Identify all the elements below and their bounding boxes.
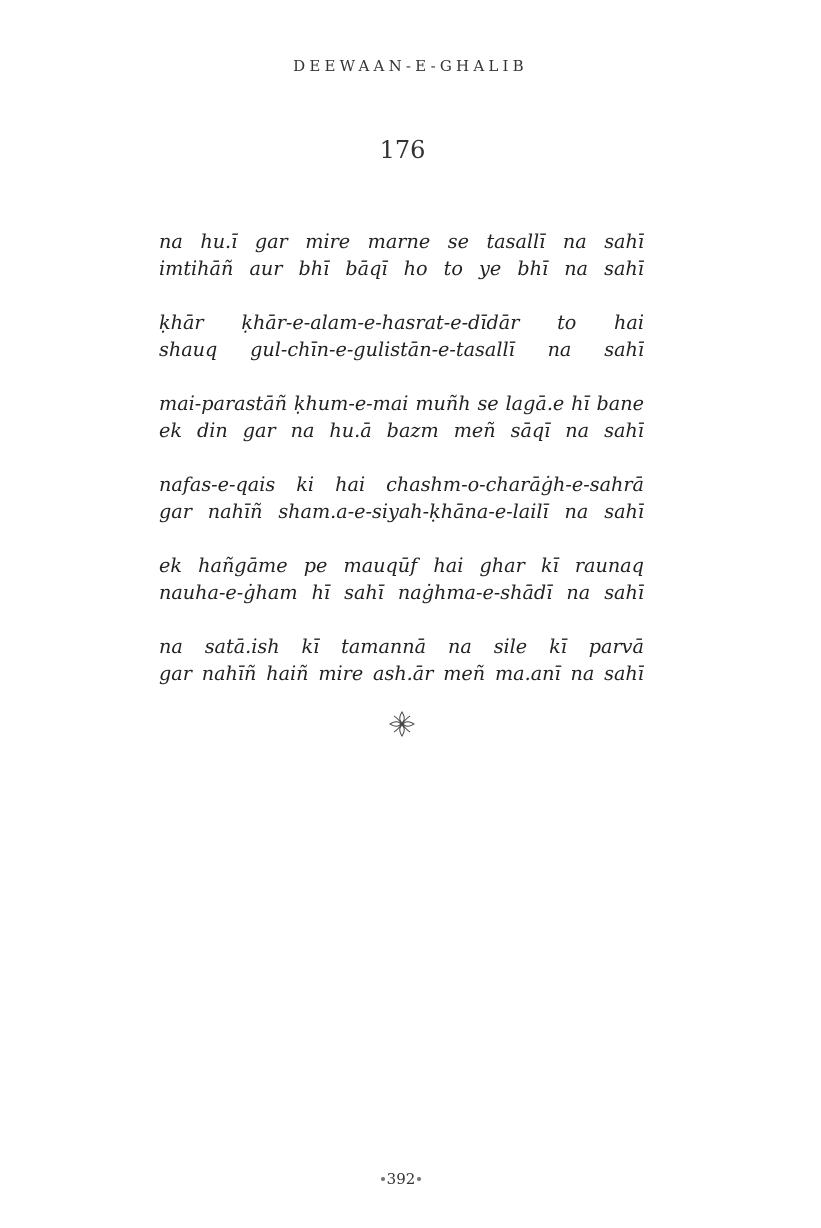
verse-word: kī — [301, 635, 320, 658]
verse-word: sahī — [604, 581, 644, 604]
verse-word: hai — [335, 473, 366, 496]
verse-word: mai-parastāñ — [159, 392, 287, 415]
poem-body — [159, 228, 644, 714]
verse-word: ye — [479, 257, 502, 280]
verse-word: na — [570, 662, 595, 685]
folio-number: 392 — [386, 1170, 416, 1188]
verse-word: gar — [159, 662, 192, 685]
poem-number: 176 — [379, 136, 426, 164]
couplet — [159, 228, 644, 282]
verse-line — [159, 390, 644, 417]
verse-word: na — [290, 419, 315, 442]
verse-word: sahī — [604, 230, 644, 253]
verse-word: tamannā — [341, 635, 427, 658]
verse-word: na — [447, 635, 472, 658]
verse-word: tasallī — [486, 230, 546, 253]
page-number — [0, 1170, 802, 1188]
verse-word: marne — [367, 230, 431, 253]
verse-line — [159, 255, 644, 282]
verse-word: gul-chīn-e-gulistān-e-tasallī — [250, 338, 515, 361]
verse-word: bhī — [298, 257, 330, 280]
verse-word: to — [557, 311, 577, 334]
verse-line — [159, 633, 644, 660]
verse-word: ho — [403, 257, 428, 280]
verse-line — [159, 552, 644, 579]
verse-word: raunaq — [574, 554, 644, 577]
folio-dot-left — [381, 1177, 385, 1181]
verse-line — [159, 498, 644, 525]
verse-word: chashm-o-charāġh-e-sahrā — [386, 473, 644, 496]
verse-word: ek — [159, 554, 182, 577]
verse-word: shauq — [159, 338, 218, 361]
verse-word: parvā — [588, 635, 644, 658]
verse-word: hī — [571, 392, 590, 415]
verse-word: ki — [296, 473, 315, 496]
verse-word: satā.ish — [204, 635, 280, 658]
verse-word: mire — [305, 230, 351, 253]
verse-word: sāqī — [510, 419, 551, 442]
verse-word: ḳhār-e-alam-e-hasrat-e-dīdār — [241, 311, 520, 334]
verse-word: sile — [493, 635, 528, 658]
folio-dot-right — [417, 1177, 421, 1181]
verse-word: nahīñ — [201, 662, 257, 685]
verse-word: sahī — [604, 662, 644, 685]
verse-line — [159, 309, 644, 336]
verse-word: ma.anī — [494, 662, 561, 685]
couplet — [159, 633, 644, 687]
verse-word: na — [159, 635, 183, 658]
verse-word: hī — [311, 581, 331, 604]
verse-word: sahī — [604, 257, 644, 280]
verse-word: ek — [159, 419, 182, 442]
verse-word: pe — [303, 554, 328, 577]
verse-line — [159, 579, 644, 606]
verse-word: sahī — [604, 338, 644, 361]
verse-word: bane — [596, 392, 644, 415]
verse-line — [159, 336, 644, 363]
verse-word: se — [477, 392, 499, 415]
verse-word: na — [547, 338, 572, 361]
verse-word: gar — [254, 230, 288, 253]
verse-word: to — [443, 257, 463, 280]
verse-word: sahī — [604, 500, 644, 523]
verse-word: aur — [249, 257, 283, 280]
running-head: DEEWAAN-E-GHALIB — [293, 57, 528, 75]
verse-line — [159, 417, 644, 444]
verse-word: meñ — [453, 419, 496, 442]
verse-word: sham.a-e-siyah-ḳhāna-e-lailī — [278, 500, 549, 523]
couplet — [159, 552, 644, 606]
verse-word: din — [196, 419, 228, 442]
verse-word: na — [159, 230, 183, 253]
verse-word: muñh — [415, 392, 471, 415]
couplet — [159, 390, 644, 444]
verse-word: imtihāñ — [159, 257, 234, 280]
verse-word: na — [566, 581, 591, 604]
verse-word: haiñ — [266, 662, 309, 685]
verse-word: hañgāme — [198, 554, 288, 577]
verse-word: kī — [549, 635, 567, 658]
verse-word: mire — [318, 662, 364, 685]
verse-word: gar — [242, 419, 276, 442]
verse-word: ash.ār — [373, 662, 434, 685]
verse-word: na — [564, 257, 588, 280]
verse-word: ghar — [479, 554, 525, 577]
verse-word: na — [564, 500, 589, 523]
verse-word: na — [562, 230, 587, 253]
verse-word: hu.ī — [200, 230, 238, 253]
verse-word: bazm — [386, 419, 439, 442]
verse-word: sahī — [604, 419, 644, 442]
verse-line — [159, 660, 644, 687]
verse-word: lagā.e — [505, 392, 565, 415]
floral-ornament-icon — [389, 711, 415, 737]
verse-line — [159, 471, 644, 498]
verse-word: naġhma-e-shādī — [397, 581, 553, 604]
verse-word: ḳhār — [159, 311, 204, 334]
verse-word: nafas-e-qais — [159, 473, 276, 496]
verse-word: na — [565, 419, 590, 442]
verse-line — [159, 228, 644, 255]
verse-word: ḳhum-e-mai — [293, 392, 409, 415]
verse-word: kī — [540, 554, 559, 577]
couplet — [159, 471, 644, 525]
verse-word: hai — [433, 554, 464, 577]
verse-word: hu.ā — [329, 419, 372, 442]
verse-word: se — [447, 230, 469, 253]
verse-word: nahīñ — [207, 500, 263, 523]
verse-word: bhī — [517, 257, 549, 280]
verse-word: bāqī — [345, 257, 388, 280]
couplet — [159, 309, 644, 363]
verse-word: hai — [614, 311, 644, 334]
verse-word: sahī — [344, 581, 384, 604]
verse-word: meñ — [443, 662, 486, 685]
verse-word: gar — [159, 500, 192, 523]
verse-word: nauha-e-ġham — [159, 581, 298, 604]
verse-word: mauqūf — [343, 554, 418, 577]
